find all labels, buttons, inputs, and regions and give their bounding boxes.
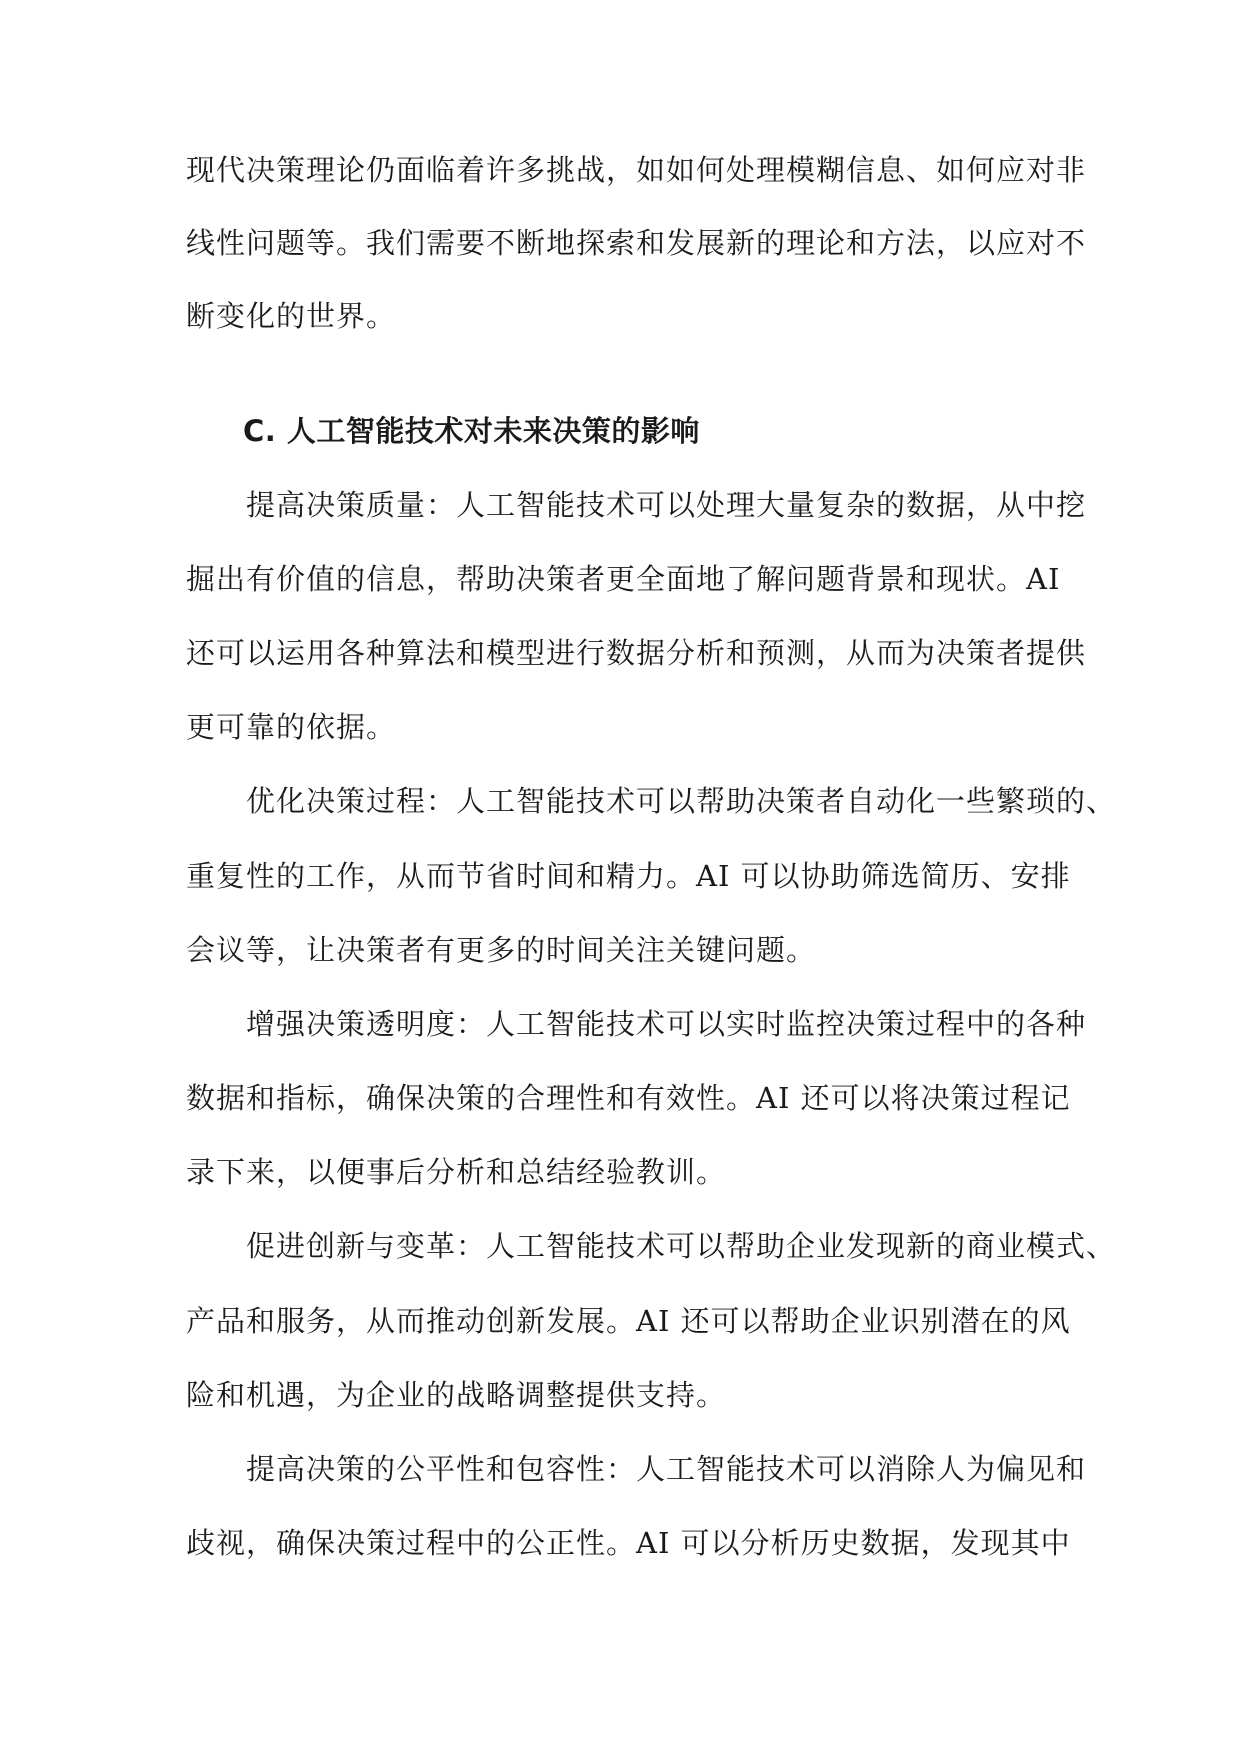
paragraph-line: 录下来，以便事后分析和总结经验教训。 — [186, 1155, 727, 1189]
paragraph-line: 增强决策透明度：人工智能技术可以实时监控决策过程中的各种 — [246, 1007, 1087, 1041]
paragraph-line: 提高决策的公平性和包容性：人工智能技术可以消除人为偏见和 — [246, 1452, 1087, 1486]
paragraph-line: 提高决策质量：人工智能技术可以处理大量复杂的数据，从中挖 — [246, 488, 1087, 522]
intro-line: 线性问题等。我们需要不断地探索和发展新的理论和方法，以应对不 — [186, 226, 1087, 260]
intro-line: 断变化的世界。 — [186, 299, 397, 333]
paragraph-line: 会议等，让决策者有更多的时间关注关键问题。 — [186, 933, 817, 967]
paragraph-line: 掘出有价值的信息，帮助决策者更全面地了解问题背景和现状。AI — [186, 562, 1061, 596]
paragraph-line: 更可靠的依据。 — [186, 710, 397, 744]
paragraph-line: 重复性的工作，从而节省时间和精力。AI 可以协助筛选简历、安排 — [186, 859, 1071, 893]
paragraph-line: 险和机遇，为企业的战略调整提供支持。 — [186, 1378, 727, 1412]
paragraph-line: 歧视，确保决策过程中的公正性。AI 可以分析历史数据，发现其中 — [186, 1526, 1071, 1560]
paragraph-line: 还可以运用各种算法和模型进行数据分析和预测，从而为决策者提供 — [186, 636, 1087, 670]
paragraph-line: 优化决策过程：人工智能技术可以帮助决策者自动化一些繁琐的、 — [246, 784, 1117, 818]
intro-line: 现代决策理论仍面临着许多挑战，如如何处理模糊信息、如何应对非 — [186, 153, 1087, 187]
paragraph-line: 产品和服务，从而推动创新发展。AI 还可以帮助企业识别潜在的风 — [186, 1304, 1071, 1338]
paragraph-line: 数据和指标，确保决策的合理性和有效性。AI 还可以将决策过程记 — [186, 1081, 1071, 1115]
section-heading: C. 人工智能技术对未来决策的影响 — [243, 414, 700, 448]
paragraph-line: 促进创新与变革：人工智能技术可以帮助企业发现新的商业模式、 — [246, 1229, 1117, 1263]
